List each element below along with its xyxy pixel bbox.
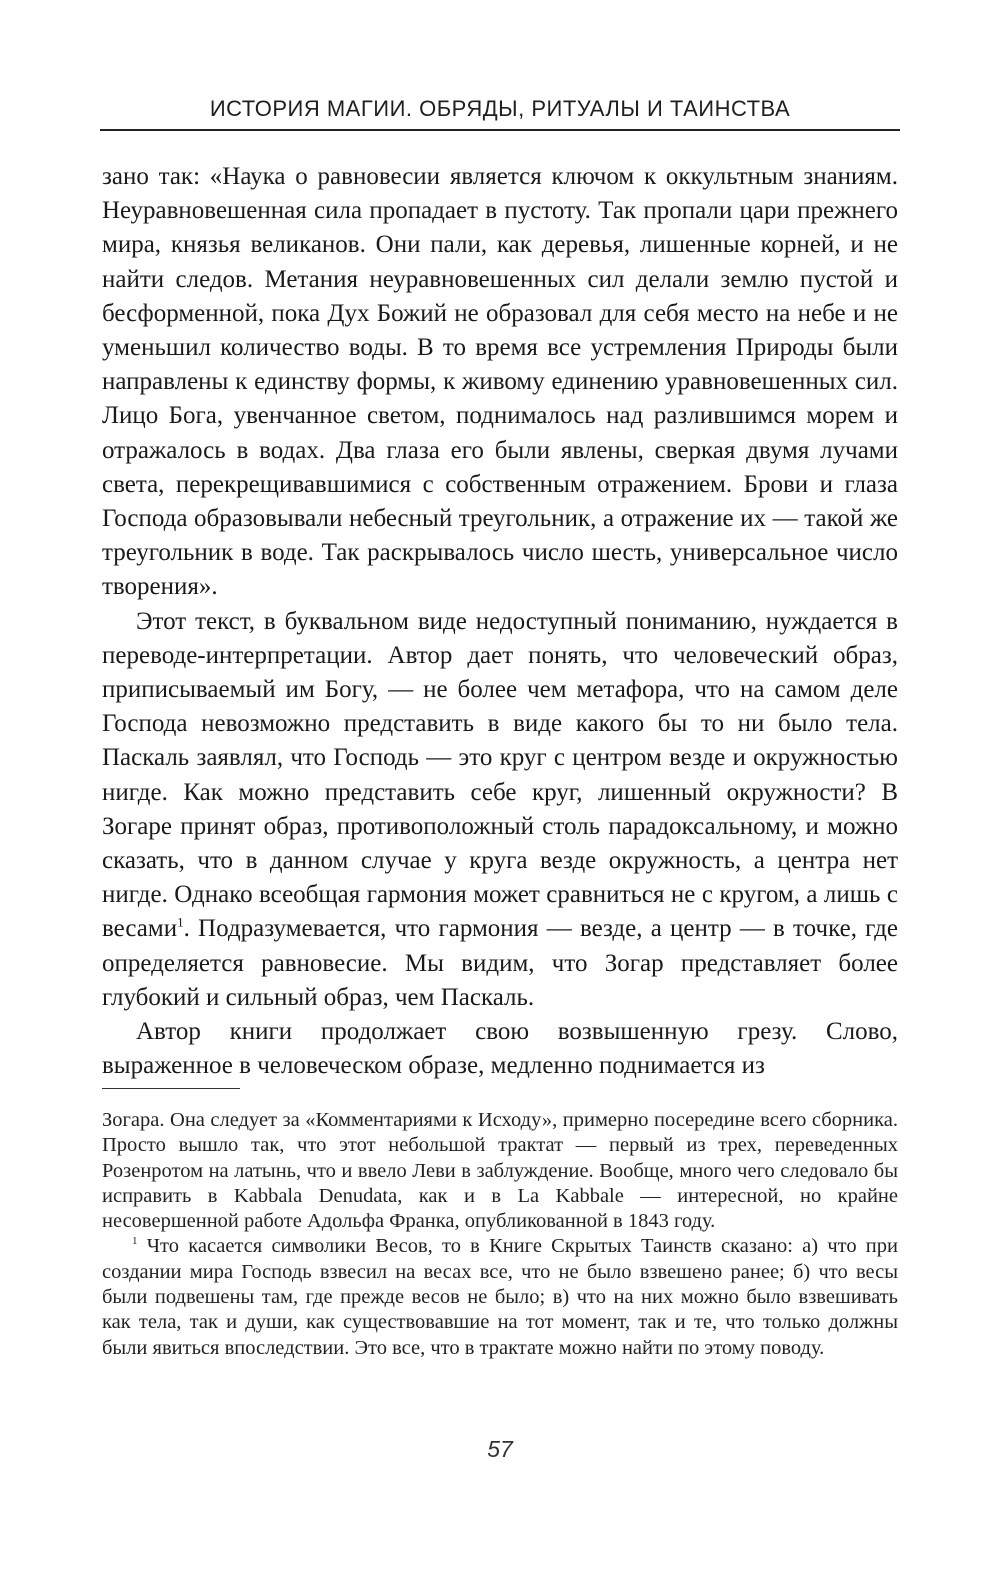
footnote-rule — [102, 1088, 240, 1089]
running-head: ИСТОРИЯ МАГИИ. ОБРЯДЫ, РИТУАЛЫ И ТАИНСТВА — [209, 96, 791, 121]
header-rule — [100, 129, 900, 131]
footnote-1-mark: 1 — [132, 1235, 138, 1248]
paragraph-continuation: Автор книги продолжает свою возвышенную грезу. Слово, выраженное в человеческом образе, медленно поднимается из — [102, 1018, 898, 1080]
footnote-reference-1[interactable]: 1 — [177, 915, 184, 931]
footnotes — [102, 1108, 898, 1361]
paragraph-interpretation-part-1: Этот текст, в буквальном виде недоступный пониманию, нуждается в переводе-интерпретации. Автор дает понять, что человеческий образ, приписываемый им Богу, — не более чем метафора, что на самом деле Господа невозможно представить в виде какого бы то ни было тела. Паскаль заявлял, что Господь — это круг с центром везде и окружностью нигде. Как можно представить себе круг, лишенный окружности? В Зогаре принят образ, противоположный столь парадоксальному, и можно сказать, что в данном случае у круга везде окружность, а центра нет нигде. Однако всеобщая гармония может сравниться не с кругом, а лишь с весами — [102, 607, 898, 943]
paragraph-interpretation-part-2: . Подразумевается, что гармония — везде, а центр — в точке, где определяется равновесие. Мы видим, что Зогар представляет более глубокий и сильный образ, чем Паскаль. — [102, 915, 898, 1011]
paragraph-interpretation — [102, 605, 898, 1015]
paragraph-quote: зано так: «Наука о равновесии является ключом к оккультным знаниям. Неуравновешенная сила пропадает в пустоту. Так пропали цари прежнего мира, князья великанов. Они пали, как деревья, лишенные корней, и не найти следов. Метания неуравновешенных сил делали землю пустой и бесформенной, пока Дух Божий не образовал для себя место на небе и не уменьшил количество воды. В то время все устремления Природы были направлены к единству формы, к живому единению уравновешенных сил. Лицо Бога, увенчанное светом, поднималось над разлившимся морем и отражалось в водах. Два глаза его были явлены, сверкая двумя лучами света, перекрещивавшимися с собственным отражением. Брови и глаза Господа образовывали небесный треугольник, а отражение их — такой же треугольник в воде. Так раскрывалось число шесть, универсальное число творения». — [102, 163, 898, 601]
footnote-1 — [102, 1234, 898, 1360]
footnote-continued: Зогара. Она следует за «Комментариями к Исходу», примерно посередине всего сборника. Просто вышло так, что этот небольшой трактат — первый из трех, переведенных Розенротом на латынь, что и ввело Леви в заблуждение. Вообще, много чего следовало бы исправить в Kabbala Denudata, как и в La Kabbale — интересной, но крайне несовершенной работе Адольфа Франка, опубликованной в 1843 году. — [102, 1109, 898, 1233]
footnote-1-text: Что касается символики Весов, то в Книге Скрытых Таинств сказано: а) что при создании мира Господь взвесил на весах все, что не было взвешено ранее; б) что весы были подвешены там, где прежде весов не было; в) что на них можно было взвешивать как тела, так и души, как существовавшие на тот момент, так и те, что только должны были явиться впоследствии. Это все, что в трактате можно найти по этому поводу. — [102, 1235, 898, 1359]
page-number: 57 — [487, 1436, 513, 1462]
main-text — [102, 160, 898, 1083]
